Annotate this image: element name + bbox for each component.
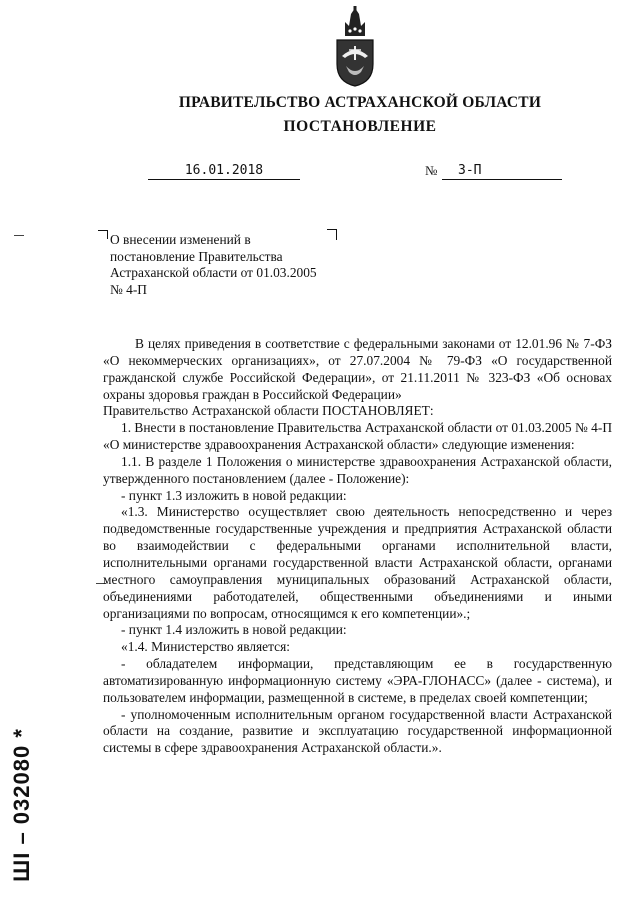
document-subject: О внесении изменений в постановление Правительства Астраханской области от 01.03.2005 № 4-П [110, 232, 317, 297]
paragraph-point-1-3: «1.3. Министерство осуществляет свою деятельность непосредственно и через подведомственные государственные учреждения и предприятия Астраханской области во взаимодействии с федеральными органами исполнительной власти, исполнительными органами государственной власти Астраханской области, органами местного самоуправления муниципальных образований Астраханской области, объединениями работодателей, общественными объединениями и иными организациями по вопросам, относящимся к его компетенции».; [103, 504, 612, 621]
paragraph-item-1-1: 1.1. В разделе 1 Положения о министерстве здравоохранения Астраханской области, утвержденного постановлением (далее - Положение): [103, 453, 612, 486]
document-number: 3-П [442, 163, 562, 180]
coat-of-arms-emblem [331, 6, 379, 88]
document-date: 16.01.2018 [148, 163, 300, 180]
subject-bracket-left [98, 230, 108, 239]
paragraph-point-1-4-a: - обладателем информации, представляющим ее в государственную автоматизированную информационную систему «ЭРА-ГЛОНАСС» (далее - система), и пользователем информации, размещенной в системе, в пределах своей компетенции; [103, 656, 612, 705]
government-title: ПРАВИТЕЛЬСТВО АСТРАХАНСКОЙ ОБЛАСТИ [178, 94, 542, 111]
margin-mark [14, 235, 24, 236]
paragraph-point-1-3-intro: - пункт 1.3 изложить в новой редакции: [121, 487, 347, 503]
paragraph-preamble: В целях приведения в соответствие с федеральными законами от 12.01.96 № 7-ФЗ «О некоммерческих организациях», от 27.07.2004 № 79-ФЗ «О государственной гражданской службе Российской Федерации», от 21.11.2011 № 323-ФЗ «Об основах охраны здоровья граждан в Российской Федерации» [103, 336, 612, 402]
paragraph-item-1: 1. Внести в постановление Правительства Астраханской области от 01.03.2005 № 4-П «О министерстве здравоохранения Астраханской области» следующие изменения: [103, 420, 612, 453]
paragraph-point-1-4: «1.4. Министерство является: [121, 639, 290, 655]
document-body [103, 336, 612, 757]
paragraph-point-1-4-intro: - пункт 1.4 изложить в новой редакции: [121, 622, 347, 638]
side-serial-code: ШI – 032080 * [9, 728, 34, 882]
paragraph-point-1-4-b: - уполномоченным исполнительным органом государственной власти Астраханской области на создание, развитие и эксплуатацию государственной информационной системы в сфере здравоохранения Астраханской области.». [103, 706, 612, 756]
paragraph-resolution: Правительство Астраханской области ПОСТАНОВЛЯЕТ: [103, 403, 434, 419]
number-label: № [425, 163, 438, 178]
document-type-title: ПОСТАНОВЛЕНИЕ [283, 118, 437, 135]
